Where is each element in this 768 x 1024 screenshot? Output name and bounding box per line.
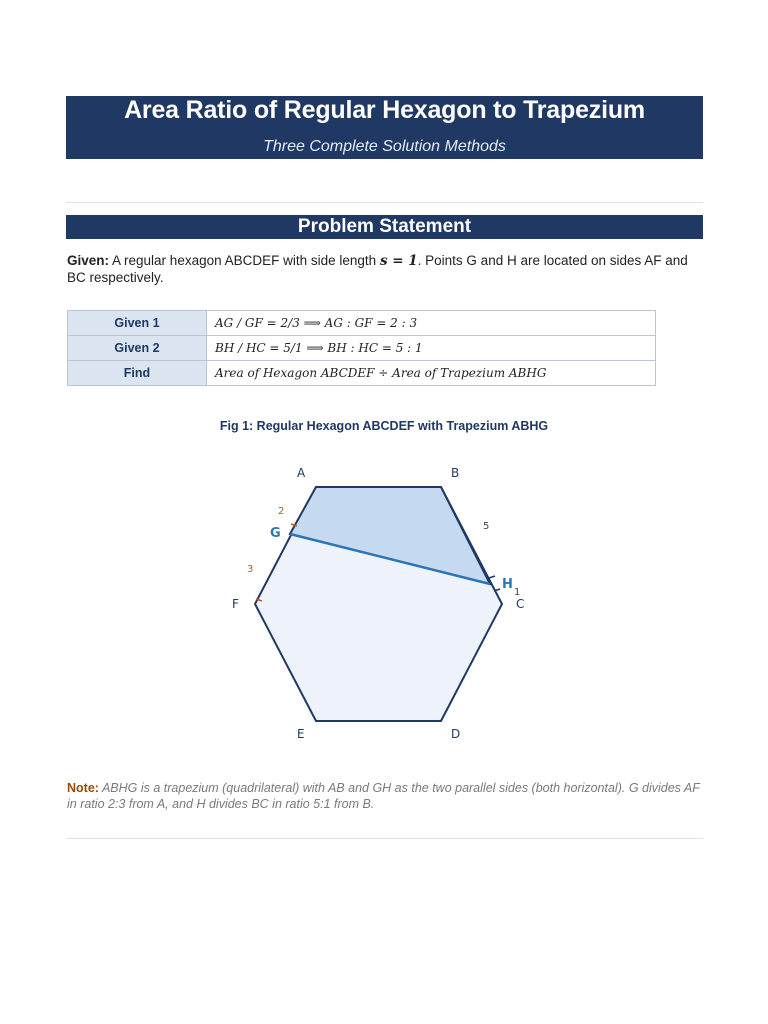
given-text-after: . Points G and H are located on sides AF and BC respectively. <box>67 253 688 285</box>
given-label: Given: <box>67 253 110 268</box>
row-label: Given 1 <box>68 311 207 336</box>
section-heading: Problem Statement <box>66 215 703 239</box>
row-label: Given 2 <box>68 336 207 361</box>
given-text-before: A regular hexagon ABCDEF with side length <box>109 253 380 268</box>
vertex-label-d: D <box>451 727 461 741</box>
figure-caption: Fig 1: Regular Hexagon ABCDEF with Trapezium ABHG <box>219 419 549 433</box>
vertex-label-c: C <box>516 597 525 611</box>
vertex-label-a: A <box>297 466 306 480</box>
note-text: ABHG is a trapezium (quadrilateral) with AB and GH as the two parallel sides (both horizontal). G divides AF in ratio 2:3 from A, and H divides BC in ratio 5:1 from B. <box>67 781 700 811</box>
row-label: Find <box>68 361 207 386</box>
segment-label-bh: 5 <box>483 521 490 532</box>
segment-label-ag: 2 <box>278 506 285 517</box>
side-length-variable: s = 1 <box>379 253 418 269</box>
row-value: AG / GF = 2/3 ⟹ AG : GF = 2 : 3 <box>207 311 656 336</box>
point-label-h: H <box>502 577 513 592</box>
row-value: Area of Hexagon ABCDEF ÷ Area of Trapezium ABHG <box>207 361 656 386</box>
row-value: BH / HC = 5/1 ⟹ BH : HC = 5 : 1 <box>207 336 656 361</box>
note-paragraph <box>67 781 707 812</box>
page-subtitle: Three Complete Solution Methods <box>263 138 506 155</box>
vertex-label-b: B <box>451 466 460 480</box>
vertex-label-e: E <box>297 727 305 741</box>
point-label-g: G <box>270 526 281 541</box>
segment-label-gf: 3 <box>247 564 254 575</box>
divider <box>66 838 703 839</box>
note-label: Note: <box>67 781 99 795</box>
vertex-label-f: F <box>232 597 239 611</box>
segment-label-hc: 1 <box>514 587 521 598</box>
page-title: Area Ratio of Regular Hexagon to Trapezium <box>124 96 645 124</box>
tick-mark <box>489 576 495 578</box>
